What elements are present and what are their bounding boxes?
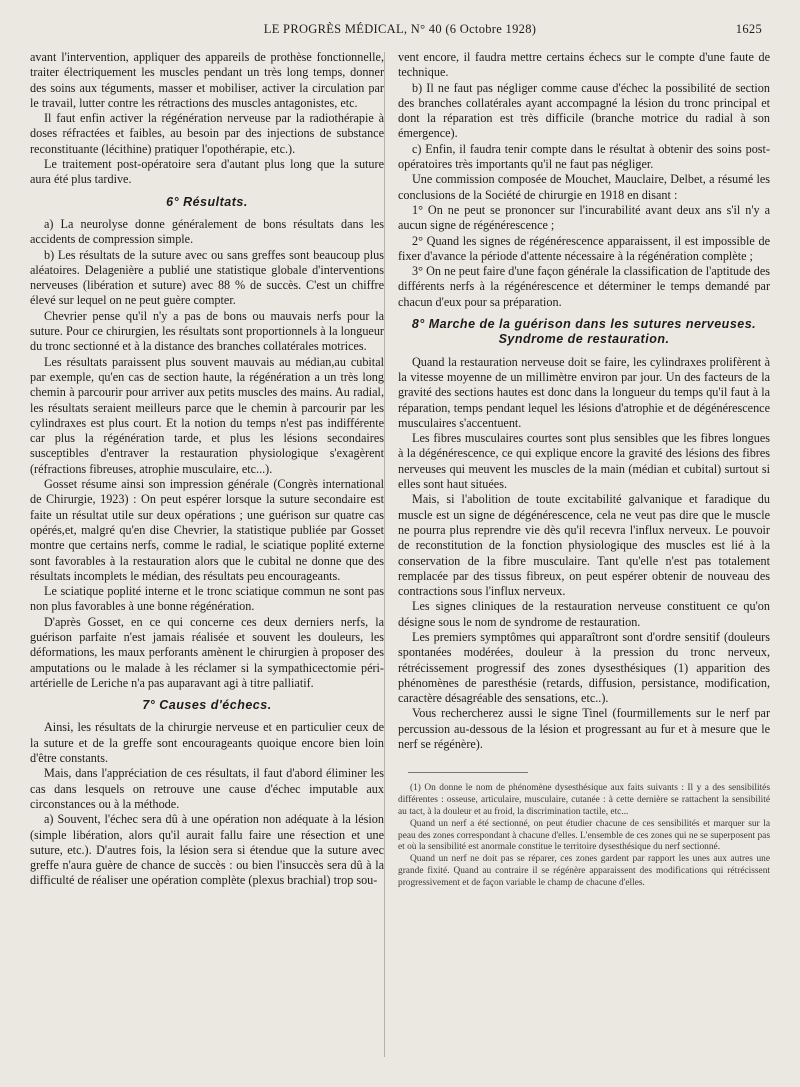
paragraph: Les signes cliniques de la restauration nerveuse constituent ce qu'on désigne sous le nom de syndrome de restauration.	[398, 599, 770, 629]
paragraph: Quand la restauration nerveuse doit se faire, les cylindraxes prolifèrent à la vitesse moyenne de un millimètre environ par jour. Un des facteurs de la gravité des sections hautes est donc dans la longueur du temps qu'il faut à la réparation, temps pendant lequel les lésions d'atrophie et de dégénérescence musculaires s'accentuent.	[398, 354, 770, 430]
paragraph: D'après Gosset, en ce qui concerne ces deux derniers nerfs, la guérison parfaite n'est jamais réalisée et souvent les douleurs, les déformations, les maux perforants amènent le chirurgien à proposer des amputations ou le malade à les réclamer si la sympathicectomie péri-artérielle de Leriche n'a pas auparavant agi à titre palliatif.	[30, 614, 384, 690]
paragraph: Ainsi, les résultats de la chirurgie nerveuse et en particulier ceux de la suture et de la greffe sont encourageants quoique encore bien loin d'être constants.	[30, 720, 384, 766]
paragraph: 1° On ne peut se prononcer sur l'incurabilité avant deux ans s'il n'y a aucun signe de régénérescence ;	[398, 202, 770, 233]
paragraph: Mais, si l'abolition de toute excitabilité galvanique et faradique du muscle est un signe de dégénérescence, cela ne veut pas dire que le muscle ne pourra plus reprendre vie dès qu'il recevra l'influx nerveux. Le pouvoir de reconstitution de la fonction physiologique des muscles est lié à la conservation de la fibre musculaire. Tant qu'elle n'est pas totalement remplacée par des tissus fibreux, on peut espérer obtenir de nouveau des contractions sous l'influx nerveux.	[398, 492, 770, 599]
paragraph: Les premiers symptômes qui apparaîtront sont d'ordre sensitif (douleurs spontanées modérées, douleur à la pression du tronc nerveux, rétrécissement progressif des zones dysesthésiques (1) apparition des phénomènes de paresthésie (retards, diffusion, persistance, modification, caractère désagréable des sensations, etc..).	[398, 629, 770, 706]
paragraph: Le sciatique poplité interne et le tronc sciatique commun ne sont pas non plus favorables à une bonne régénération.	[30, 584, 384, 614]
footnote: Quand un nerf a été sectionné, on peut étudier chacune de ces sensibilités et marquer sur la peau des zones correspondant à chacune d'elles. L'ensemble de ces zones qui ne se superposent pas et où la sensibilité est anormale constitue le territoire dysesthésique du nerf sectionné.	[398, 818, 770, 853]
journal-title: LE PROGRÈS MÉDICAL, N° 40 (6 Octobre 1928)	[263, 22, 537, 36]
paragraph: 3° On ne peut faire d'une façon générale la classification de l'aptitude des différents nerfs à la régénérescence et déterminer le temps demandé par chacun d'eux pour sa préparation.	[398, 264, 770, 309]
paragraph: vent encore, il faudra mettre certains échecs sur le compte d'une faute de technique.	[398, 50, 770, 80]
paragraph: Gosset résume ainsi son impression générale (Congrès international de Chirurgie, 1923) : On peut espérer lorsque la suture secondaire est faite un résultat utile sur deux opérations ; une guérison sur quatre cas opérés,et, malgré qu'en dise Chevrier, la statistique publiée par Gosset montre que certains nerfs, comme le radial, le sciatique poplité externe sont favorables à la restauration alors que le cubital ne donne que des résultats incomplets le médian, des résultats peu encourageants.	[30, 477, 384, 583]
page-number: 1625	[735, 22, 762, 36]
paragraph: a) La neurolyse donne généralement de bons résultats dans les accidents de compression simple.	[30, 216, 384, 247]
paragraph: Les résultats paraissent plus souvent mauvais au médian,au cubital par exemple, qu'en cas de section haute, la régénération a un très long chemin à parcourir pour arriver aux petits muscles des mains. Au radial, les résultats seraient meilleurs parce que le chemin à parcourir par les cylindraxes est plus court. Et la notion du temps n'est pas indifférente car plus la régénération tarde, et plus les lésions secondaires susceptibles d'entraver la restauration physiologique s'exagèrent (réfractions fibreuses, atrophie musculaire, etc...).	[30, 354, 384, 476]
page-header	[38, 18, 762, 40]
left-column	[30, 50, 384, 889]
paragraph: b) Les résultats de la suture avec ou sans greffes sont beaucoup plus aléatoires. Delagenière a publié une statistique globale d'interventions nerveuses (libération et suture) avec 88 % de succès. C'est un chiffre élevé sur lequel on ne peut guère compter.	[30, 247, 384, 308]
column-divider	[384, 52, 385, 1057]
footnote: Quand un nerf ne doit pas se réparer, ces zones gardent par rapport les unes aux autres une grande fixité. Quand au contraire il se régénère apparaissent des modifications qui rétrécissent progressivement et de façon variable le champ de chacune d'elles.	[398, 854, 770, 888]
paragraph: 2° Quand les signes de régénérescence apparaissent, il est impossible de fixer d'avance la période d'attente nécessaire à la régénération complète ;	[398, 233, 770, 263]
footnote: (1) On donne le nom de phénomène dysesthésique aux faits suivants : Il y a des sensibilités différentes : osseuse, articulaire, musculaire, cutanée : à cette dernière se rattachent la sensibilité au tact, à la douleur et au froid, la discrimination tactile, etc...	[398, 783, 770, 817]
paragraph: Mais, dans l'appréciation de ces résultats, il faut d'abord éliminer les cas dans lesquels on retrouve une cause d'échec imputable aux circonstances ou à la méthode.	[30, 766, 384, 811]
section-heading-healing: 8° Marche de la guérison dans les sutures nerveuses. Syndrome de restauration.	[411, 317, 757, 347]
paragraph: Une commission composée de Mouchet, Mauclaire, Delbet, a résumé les conclusions de la Société de chirurgie en 1918 en disant :	[398, 172, 770, 202]
paragraph: Les fibres musculaires courtes sont plus sensibles que les fibres longues à la dégénérescence, ce qui explique encore la gravité des lésions des fibres nerveuses qui meuvent les muscles de la main (médian et cubital) surtout si elles sont haut situées.	[398, 431, 770, 492]
paragraph: Chevrier pense qu'il n'y a pas de bons ou mauvais nerfs pour la suture. Pour ce chirurgien, les résultats sont proportionnels à la longueur du tronc sectionné et à la distance des branches collatérales motrices.	[30, 308, 384, 354]
paragraph: c) Enfin, il faudra tenir compte dans le résultat à obtenir des soins post-opératoires très importants qu'il ne faut pas négliger.	[398, 141, 770, 172]
paragraph: a) Souvent, l'échec sera dû à une opération non adéquate à la lésion (simple libération, alors qu'il aurait fallu faire une résection et une suture, etc.). D'autres fois, la lésion sera si étendue que la suture avec greffe n'aura guère de chance de succès : ou bien l'insuccès sera dû à la difficulté de réaliser une opération complète (plexus brachial) trop sou-	[30, 812, 384, 888]
paragraph: avant l'intervention, appliquer des appareils de prothèse fonctionnelle, traiter électriquement les muscles pendant un très long temps, donner des soins aux téguments, masser et mobiliser, activer la circulation par le travail, lutter contre les rétractions des muscles antagonistes, etc.	[30, 50, 384, 110]
paragraph: b) Il ne faut pas négliger comme cause d'échec la possibilité de section des branches collatérales ayant accompagné la lésion du tronc principal et dont la réparation est très difficile (branche motrice du radial à son émergence).	[398, 80, 770, 141]
section-heading-results: 6° Résultats.	[166, 194, 248, 209]
footnote-separator	[408, 772, 528, 773]
right-column	[398, 50, 770, 890]
paragraph: Vous rechercherez aussi le signe Tinel (fourmillements sur le nerf par percussion au-dessous de la lésion et progressant au fur et à mesure que le nerf se régénère).	[398, 706, 770, 752]
section-heading-failures: 7° Causes d'échecs.	[142, 698, 272, 713]
paragraph: Il faut enfin activer la régénération nerveuse par la radiothérapie à doses réfractées et faibles, au besoin par des injections de substance reconstituante (lécithine) pratiquer l'opothérapie, etc.).	[30, 111, 384, 156]
paragraph: Le traitement post-opératoire sera d'autant plus long que la suture aura été plus tardive.	[30, 157, 384, 187]
footnotes	[398, 783, 770, 889]
